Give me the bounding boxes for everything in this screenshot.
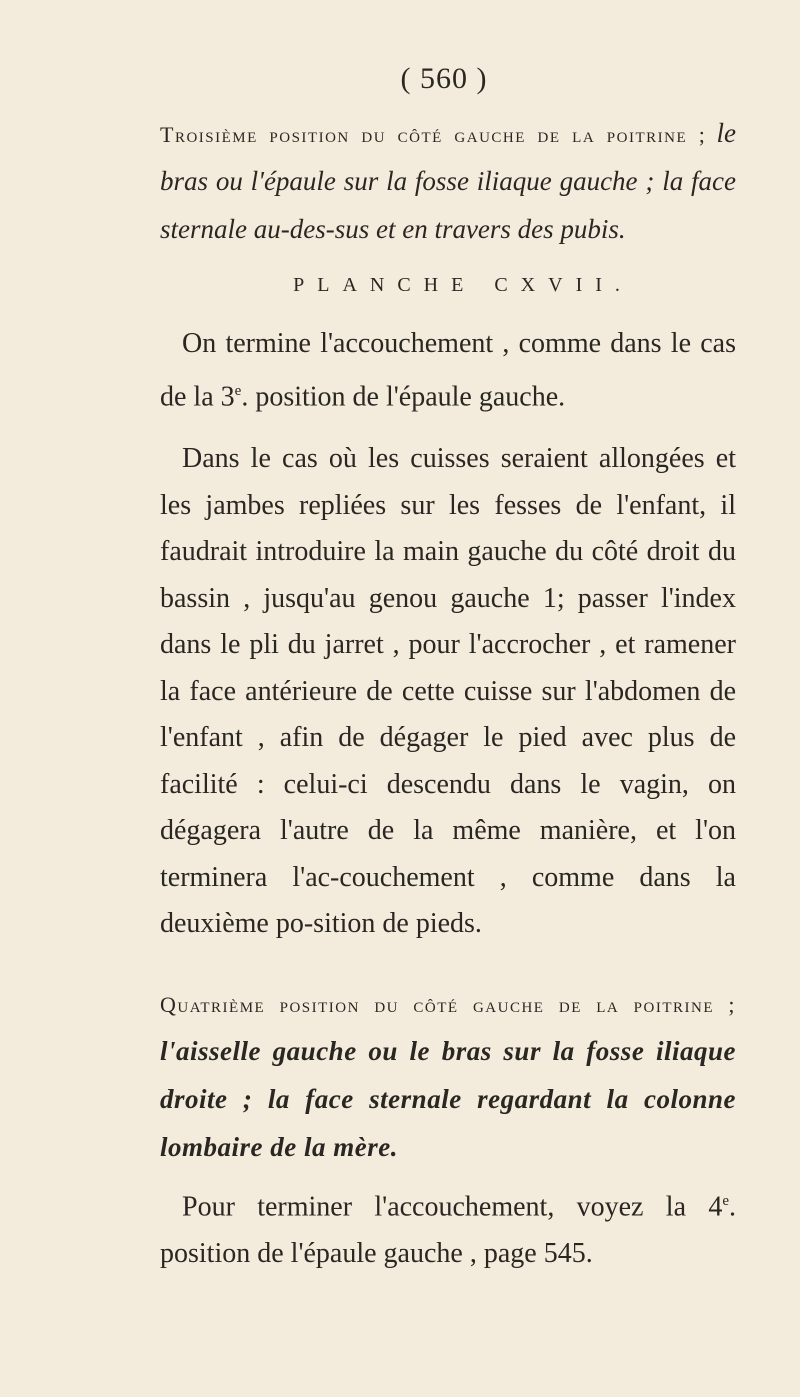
section-heading-caps: Quatrième position du côté gauche de la poitrine ; xyxy=(160,991,736,1017)
section-heading-italic: l'aisselle gauche ou le bras sur la fosse iliaque droite ; la face sternale regardant la colonne lombaire de la mère. xyxy=(160,1035,736,1162)
superscript: e xyxy=(722,1192,729,1209)
page-number: ( 560 ) xyxy=(400,62,488,95)
paragraph-text: Pour terminer l'accouchement, voyez la 4 xyxy=(182,1191,723,1223)
section-heading-fourth-position xyxy=(160,982,736,1172)
paragraph-see-page xyxy=(160,1178,736,1277)
paragraph-text: . position de l'épaule gauche , page 545. xyxy=(160,1191,736,1269)
paragraph-thighs: Dans le cas où les cuisses seraient allongées et les jambes repliées sur les fesses de l'enfant, il faudrait introduire la main gauche du côté droit du bassin , jusqu'au genou gauche 1; passer l'index dans le pli du jarret , pour l'accrocher , et ramener la face antérieure de cette cuisse sur l'abdomen de l'enfant , afin de dégager le pied avec plus de facilité : celui-ci descendu dans le vagin, on dégagera l'autre de la même manière, et l'on terminera l'ac-couchement , comme dans la deuxième po-sition de pieds. xyxy=(160,443,736,940)
section-heading-italic: le bras ou l'épaule sur la fosse iliaque gauche ; la face sternale au-des-sus et en travers des pubis. xyxy=(160,118,736,244)
section-heading-third-position xyxy=(160,110,736,254)
paragraph-text: . position de l'épaule gauche. xyxy=(241,380,566,412)
section-heading-caps: Troisième position du côté gauche de la poitrine ; xyxy=(160,122,707,147)
paragraph-terminate xyxy=(160,321,736,420)
paragraph-text: On termine l'accouchement , comme dans le cas de la 3 xyxy=(160,328,736,412)
plate-label: PLANCHE CXVII. xyxy=(293,274,633,296)
superscript: e xyxy=(234,382,242,399)
